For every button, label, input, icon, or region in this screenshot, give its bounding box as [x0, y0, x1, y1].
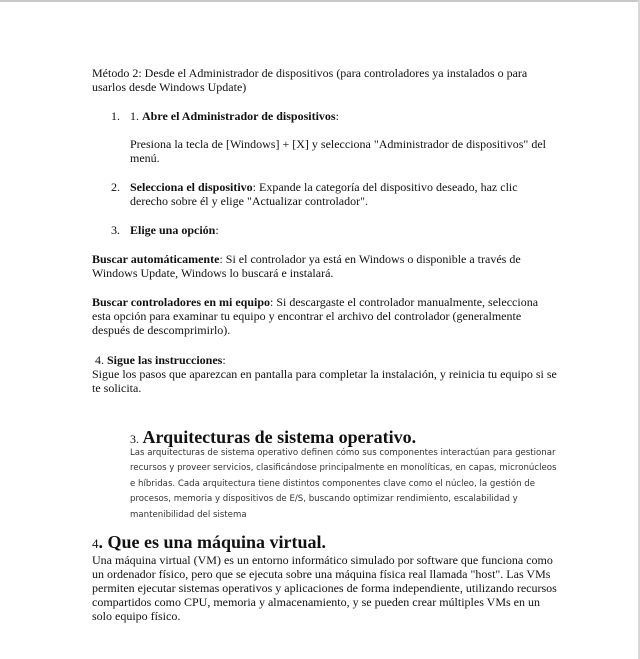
section-4-body: Una máquina virtual (VM) es un entorno informático simulado por software que funciona como un ordenador físico, pero que se ejecuta sobre una máquina física real llamada "host". Las VMs permiten ejecutar sistemas operativos y aplicaciones de forma independiente, utilizando recursos compartidos como CPU, memoria y almacenamiento, y se pueden crear múltiples VMs en un solo equipo físico. — [92, 553, 557, 623]
step-3-heading — [130, 223, 550, 237]
step-2-body: : Expande la categoría del dispositivo deseado, haz clic derecho sobre él y elige "Actualizar controlador". — [130, 180, 518, 208]
option-auto-body: : Si el controlador ya está en Windows o disponible a través de Windows Update, Windows lo buscará e instalará. — [92, 252, 521, 280]
step-3-number: 3. — [111, 223, 120, 237]
option-manual-title: Buscar controladores en mi equipo — [92, 295, 271, 309]
step-4-title: Sigue las instrucciones — [107, 353, 223, 367]
step-2-text — [130, 180, 545, 208]
section-3-number: 3. — [130, 432, 139, 446]
step-2-number: 2. — [111, 180, 120, 194]
option-auto-title: Buscar automáticamente — [92, 252, 220, 266]
step-1-title: Abre el Administrador de dispositivos — [142, 109, 336, 123]
step-1-number: 1. — [111, 109, 120, 123]
step-3-title: Elige una opción — [130, 223, 216, 237]
step-1-suffix: : — [335, 109, 339, 123]
section-4-heading — [92, 532, 552, 554]
step-4-suffix: : — [222, 353, 226, 367]
step-4-body: Sigue los pasos que aparezcan en pantalla para completar la instalación, y reinicia tu equipo si se te solicita. — [92, 367, 557, 395]
step-1-heading — [130, 109, 550, 123]
step-3-suffix: : — [215, 223, 219, 237]
section-4-number: 4 — [92, 536, 99, 551]
method-intro: Método 2: Desde el Administrador de dispositivos (para controladores ya instalados o para usarlos desde Windows Update) — [92, 66, 528, 94]
step-2-title: Selecciona el dispositivo — [130, 180, 253, 194]
step-4-number: 4. — [95, 353, 104, 367]
option-auto — [92, 252, 547, 280]
option-manual-body: : Si descargaste el controlador manualmente, selecciona esta opción para examinar tu equipo y encontrar el archivo del controlador (generalmente después de descomprimirlo). — [92, 295, 539, 337]
section-3-title: Arquitecturas de sistema operativo. — [142, 427, 417, 447]
option-manual — [92, 295, 547, 337]
step-1-subnumber: 1. — [130, 109, 139, 123]
section-4-title: . Que es una máquina virtual. — [98, 532, 327, 552]
step-4-heading — [95, 353, 550, 367]
section-3-body: Las arquitecturas de sistema operativo definen cómo sus componentes interactúan para gestionar recursos y proveer servicios, clasificándose principalmente en monolíticas, en capas, micronúcleos e híbridas. Cada arquitectura tiene distintos componentes clave como el núcleo, la gestión de procesos, memoria y dispositivos de E/S, buscando optimizar rendimiento, escalabilidad y mantenibilidad del sistema — [130, 448, 557, 520]
step-1-body: Presiona la tecla de [Windows] + [X] y selecciona "Administrador de dispositivos" del menú. — [130, 137, 546, 165]
